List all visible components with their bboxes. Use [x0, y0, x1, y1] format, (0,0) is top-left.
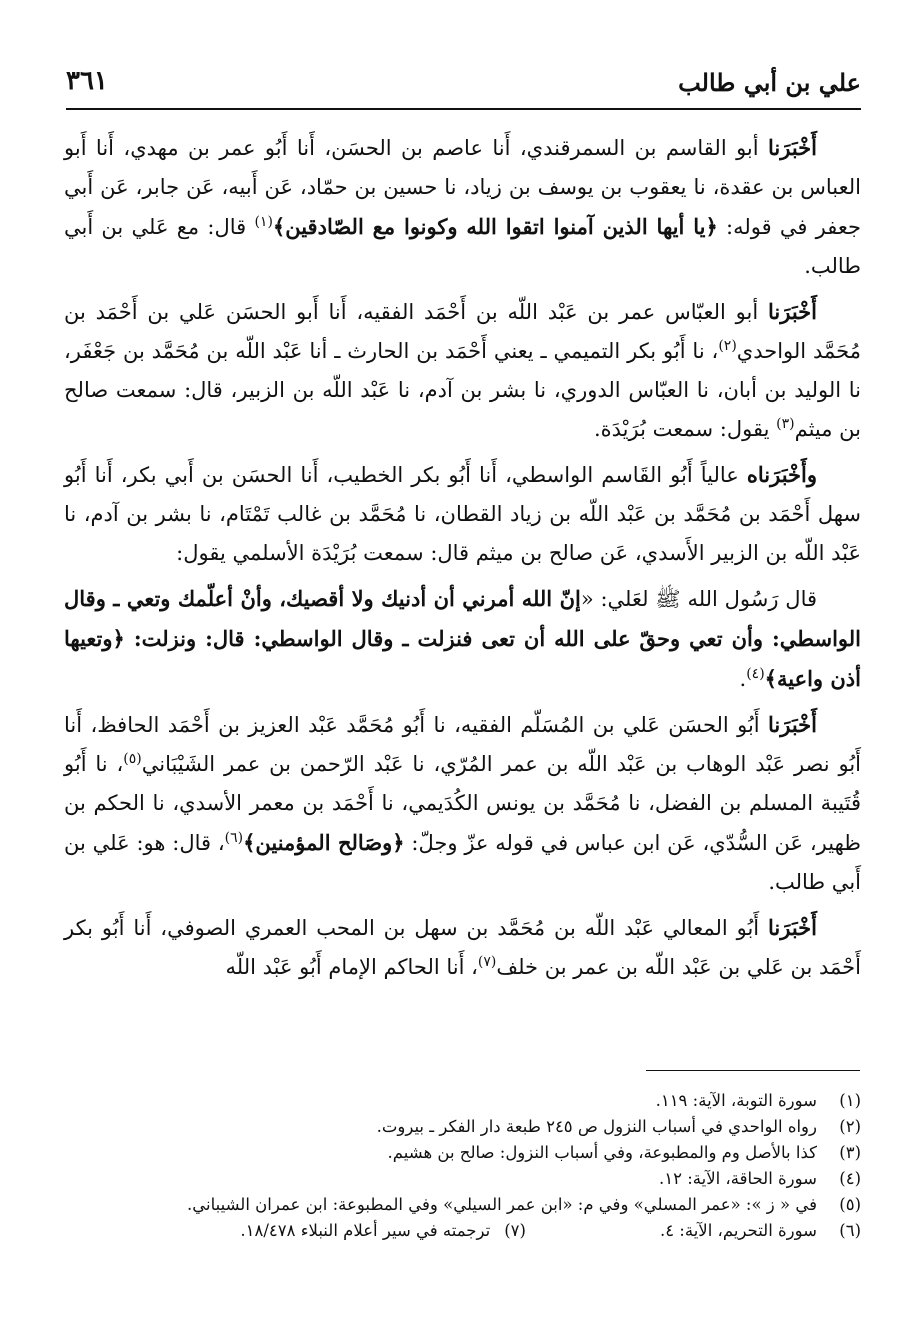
footnote: [100, 1218, 861, 1244]
footnote-text: سورة التوبة، الآية: ١١٩.: [655, 1091, 817, 1110]
main-text: [64, 128, 861, 993]
paragraph-lead: أَخْبَرَنا: [768, 712, 817, 737]
footnote-number: (٤): [839, 1169, 861, 1188]
paragraph-text-tail: يقول: سمعت بُرَيْدَة.: [593, 417, 777, 441]
page-number: ٣٦١: [66, 66, 108, 96]
paragraph-5: [64, 705, 861, 902]
paragraph-text-tail: ، نا أَبُو قُتَيبة المسلم بن الفضل، نا مُحَمَّد بن يونس الكُدَيمي، نا أَحْمَد بن معمر الأسدي، نا الحكم بن ظهير، عَن السُّدّي، عَن ابن عباس في قوله عزّ وجلّ:: [64, 752, 861, 855]
paragraph-text: أبو القاسم بن السمرقندي، أَنا عاصم بن الحسَن، أَنا أَبُو عمر بن مهدي، أَنا أَبو العباس بن عقدة، نا يعقوب بن يوسف بن زياد، نا حسين بن حمّاد، عَن أَبيه، عَن جابر، عَن أَبي جعفر في قوله:: [64, 136, 861, 239]
paragraph-text-tail: .: [739, 667, 747, 691]
paragraph-text: أَبُو المعالي عَبْد اللّه بن مُحَمَّد بن سهل بن المحب العمري الصوفي، أَنا أَبُو بكر أَحْمَد بن عَلي بن عَبْد اللّه بن عمر بن خلف: [64, 916, 861, 979]
footnote-number: (١): [839, 1091, 861, 1110]
footnote-ref[interactable]: (٢): [718, 338, 737, 354]
paragraph-lead: وأَخْبَرَناه: [746, 462, 817, 487]
paragraph-4: [64, 579, 861, 699]
footnote-number: (٢): [839, 1117, 861, 1136]
footnote-ref[interactable]: (٦): [224, 830, 244, 846]
footnote-text: سورة الحاقة، الآية: ١٢.: [658, 1169, 817, 1188]
paragraph-text: قال رَسُول الله ﷺ لعَلي: «: [580, 587, 817, 611]
paragraph-text-tail: قال: مع عَلي بن أَبي طالب.: [64, 215, 861, 278]
paragraph-text-tail: ، نا أَبُو بكر التميمي ـ يعني أَحْمَد بن الحارث ـ أنا عَبْد اللّه بن مُحَمَّد بن جَعْفَر، نا الوليد بن أبان، نا العبّاس الدوري، نا بشر بن آدم، نا عَبْد اللّه بن الزبير، قال: سمعت صالح بن ميثم: [64, 339, 861, 441]
page-header: [66, 62, 861, 110]
footnote-ref[interactable]: (٤): [746, 666, 765, 682]
paragraph-text-tail: ، أَنا الحاكم الإمام أَبُو عَبْد اللّه: [225, 955, 478, 979]
quran-quote: ﴿يا أيها الذين آمنوا اتقوا الله وكونوا مع الصّادقين﴾: [272, 214, 718, 239]
footnote: [100, 1088, 861, 1114]
paragraph-1: [64, 128, 861, 286]
footnote: [100, 1166, 861, 1192]
footnote-number: (٣): [839, 1143, 861, 1162]
footnote: [100, 1140, 861, 1166]
footnote-text: رواه الواحدي في أسباب النزول ص ٢٤٥ طبعة دار الفكر ـ بيروت.: [376, 1117, 817, 1136]
paragraph-text: عالياً أَبُو القَاسم الواسطي، أَنا أَبُو بكر الخطيب، أَنا الحسَن بن أَبي بكر، أَنا أَبُو سهل أَحْمَد بن مُحَمَّد بن عَبْد اللّه بن زياد القطان، نا مُحَمَّد بن غالب تَمْتَام، نا بشر بن آدم، نا عَبْد اللّه بن الزبير الأَسدي، عَن صالح بن ميثم قال: سمعت بُرَيْدَة الأسلمي يقول:: [64, 463, 861, 565]
paragraph-text: أَبُو الحسَن عَلي بن المُسَلّم الفقيه، نا أَبُو مُحَمَّد عَبْد العزيز بن أَحْمَد الحافظ، أَنا أَبُو نصر عَبْد الوهاب بن عَبْد اللّه بن عمر المُرّي، نا عَبْد الرّحمن بن عمر الشَيْبَاني: [64, 713, 861, 776]
footnote-text: ترجمته في سير أعلام النبلاء ١٨/٤٧٨.: [240, 1221, 491, 1240]
footnote-number: (٥): [839, 1195, 861, 1214]
paragraph-2: [64, 292, 861, 449]
footnote-ref[interactable]: (١): [254, 214, 273, 230]
footnote-text: في « ز »: «عمر المسلي» وفي م: «ابن عمر السيلي» وفي المطبوعة: ابن عمران الشيباني.: [187, 1195, 817, 1214]
paragraph-6: [64, 908, 861, 987]
footnote-ref[interactable]: (٣): [776, 416, 795, 432]
footnotes: [100, 1088, 861, 1244]
footnote-ref[interactable]: (٧): [477, 954, 497, 970]
paragraph-lead: أَخْبَرَنا: [768, 135, 817, 160]
paragraph-3: [64, 455, 861, 573]
footnote-text: سورة التحريم، الآية: ٤.: [659, 1221, 817, 1240]
paragraph-text: أبو العبّاس عمر بن عَبْد اللّه بن أَحْمَد الفقيه، أَنا أَبو الحسَن عَلي بن أَحْمَد بن مُحَمَّد الواحدي: [64, 300, 861, 363]
footnote-number: (٧): [504, 1221, 526, 1240]
paragraph-lead: أَخْبَرَنا: [768, 915, 817, 940]
footnote-text: كذا بالأصل وم والمطبوعة، وفي أسباب النزول: صالح بن هشيم.: [387, 1143, 817, 1162]
footnote: [100, 1114, 861, 1140]
footnote-number: (٦): [839, 1221, 861, 1240]
footnote-ref[interactable]: (٥): [123, 751, 142, 767]
hadith-quote: إنّ الله أمرني أن أدنيك ولا أقصيك، وأنْ أعلّمك وتعي ـ وقال الواسطي: وأن تعي وحقّ على الله أن تعى فنزلت ـ وقال الواسطي: قال: ونزلت: ﴿وتعيها أذن واعية﴾: [64, 586, 861, 691]
running-title: علي بن أبي طالب: [678, 68, 861, 97]
quran-quote: ﴿وصَالح المؤمنين﴾: [243, 830, 405, 855]
footnote-divider: [646, 1070, 860, 1071]
paragraph-text-tail: ، قال: هو: عَلي بن أَبي طالب.: [64, 831, 861, 894]
footnote: [100, 1192, 861, 1218]
paragraph-lead: أَخْبَرَنا: [768, 299, 817, 324]
